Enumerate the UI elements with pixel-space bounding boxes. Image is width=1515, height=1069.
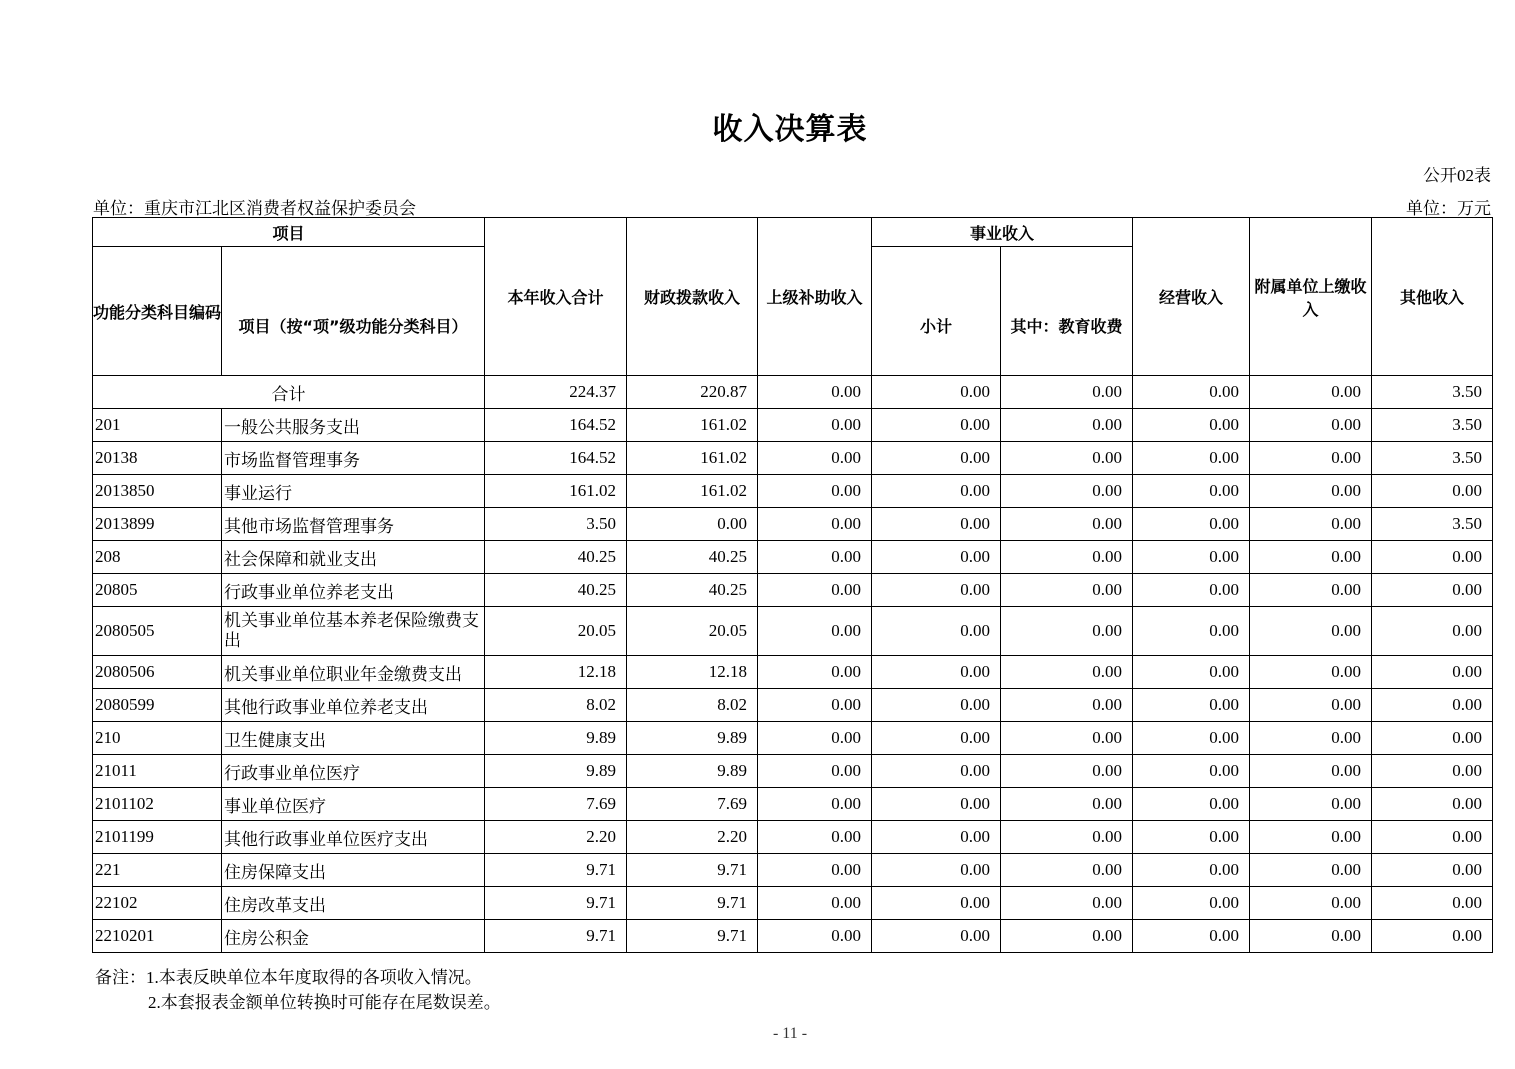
row-code: 210 [93,722,222,755]
row-code: 2013850 [93,475,222,508]
row-value: 0.00 [1250,541,1372,574]
row-value: 0.00 [872,821,1001,854]
row-value: 20.05 [485,607,627,656]
row-value: 0.00 [758,854,872,887]
row-value: 0.00 [1133,574,1250,607]
row-value: 0.00 [1372,854,1493,887]
row-value: 0.00 [1250,574,1372,607]
row-value: 0.00 [1250,755,1372,788]
row-value: 40.25 [627,541,758,574]
row-value: 0.00 [1133,442,1250,475]
row-value: 0.00 [758,788,872,821]
row-value: 0.00 [1001,409,1133,442]
total-cell: 0.00 [1250,376,1372,409]
row-value: 9.89 [485,722,627,755]
header-name: 项目（按“项”级功能分类科目） [222,247,485,376]
row-value: 9.71 [627,887,758,920]
row-value: 9.71 [627,854,758,887]
row-value: 3.50 [1372,508,1493,541]
row-name: 卫生健康支出 [222,722,485,755]
row-code: 201 [93,409,222,442]
row-value: 0.00 [1372,607,1493,656]
total-cell: 0.00 [872,376,1001,409]
row-value: 0.00 [758,821,872,854]
row-value: 7.69 [627,788,758,821]
row-value: 0.00 [758,656,872,689]
row-value: 0.00 [1133,689,1250,722]
row-value: 0.00 [758,755,872,788]
row-name: 事业运行 [222,475,485,508]
row-code: 21011 [93,755,222,788]
row-value: 0.00 [1001,656,1133,689]
row-value: 0.00 [1372,541,1493,574]
row-value: 40.25 [485,541,627,574]
row-value: 0.00 [872,508,1001,541]
row-value: 0.00 [1001,920,1133,953]
row-value: 0.00 [1001,722,1133,755]
table-row [93,689,1493,722]
row-value: 0.00 [1001,788,1133,821]
row-name: 行政事业单位医疗 [222,755,485,788]
row-value: 0.00 [1250,920,1372,953]
row-value: 0.00 [758,442,872,475]
row-name: 其他行政事业单位养老支出 [222,689,485,722]
row-code: 2080599 [93,689,222,722]
form-number: 公开02表 [1423,166,1491,185]
row-code: 2101102 [93,788,222,821]
row-value: 0.00 [758,475,872,508]
row-value: 161.02 [627,475,758,508]
row-value: 12.18 [485,656,627,689]
row-name: 住房公积金 [222,920,485,953]
table-row [93,656,1493,689]
row-value: 0.00 [1372,656,1493,689]
row-name: 住房改革支出 [222,887,485,920]
row-value: 0.00 [1250,887,1372,920]
row-name: 行政事业单位养老支出 [222,574,485,607]
income-table [92,217,1493,953]
row-value: 2.20 [627,821,758,854]
table-row [93,755,1493,788]
row-value: 0.00 [1372,475,1493,508]
row-value: 0.00 [1133,508,1250,541]
row-value: 9.89 [627,722,758,755]
row-value: 2.20 [485,821,627,854]
table-row [93,722,1493,755]
row-value: 0.00 [1372,887,1493,920]
row-value: 0.00 [1250,821,1372,854]
table-row [93,508,1493,541]
total-cell: 0.00 [1001,376,1133,409]
row-value: 0.00 [1250,607,1372,656]
row-value: 0.00 [1372,574,1493,607]
total-cell: 0.00 [1133,376,1250,409]
row-value: 0.00 [1133,475,1250,508]
total-cell: 224.37 [485,376,627,409]
row-code: 20138 [93,442,222,475]
row-value: 0.00 [758,887,872,920]
row-value: 0.00 [1250,689,1372,722]
row-value: 9.89 [627,755,758,788]
row-value: 9.71 [485,920,627,953]
row-value: 0.00 [1372,920,1493,953]
row-value: 0.00 [1001,607,1133,656]
total-cell: 3.50 [1372,376,1493,409]
header-affiliated: 附属单位上缴收入 [1250,218,1372,376]
row-value: 0.00 [872,409,1001,442]
page-title: 收入决算表 [712,112,868,147]
header-subtotal: 小计 [872,247,1001,376]
row-value: 0.00 [872,920,1001,953]
row-value: 164.52 [485,409,627,442]
row-value: 161.02 [485,475,627,508]
table-row [93,821,1493,854]
row-value: 0.00 [1001,541,1133,574]
row-value: 0.00 [758,508,872,541]
row-name: 住房保障支出 [222,854,485,887]
row-value: 161.02 [627,409,758,442]
row-value: 8.02 [627,689,758,722]
row-value: 0.00 [1001,854,1133,887]
row-value: 0.00 [1001,887,1133,920]
row-code: 22102 [93,887,222,920]
row-value: 0.00 [872,689,1001,722]
header-business-group: 事业收入 [872,218,1133,247]
table-row [93,887,1493,920]
row-value: 0.00 [1250,409,1372,442]
row-value: 0.00 [1372,788,1493,821]
row-value: 0.00 [1133,920,1250,953]
row-value: 0.00 [758,574,872,607]
row-value: 0.00 [1001,508,1133,541]
row-value: 0.00 [1001,574,1133,607]
row-value: 0.00 [758,722,872,755]
row-name: 机关事业单位基本养老保险缴费支出 [222,607,485,656]
row-name: 社会保障和就业支出 [222,541,485,574]
total-label: 合计 [93,376,485,409]
row-value: 8.02 [485,689,627,722]
row-value: 20.05 [627,607,758,656]
row-code: 208 [93,541,222,574]
header-operating: 经营收入 [1133,218,1250,376]
row-value: 0.00 [1372,689,1493,722]
row-value: 0.00 [758,541,872,574]
row-name: 其他市场监督管理事务 [222,508,485,541]
row-code: 2080506 [93,656,222,689]
row-value: 0.00 [872,656,1001,689]
table-row [93,920,1493,953]
row-value: 0.00 [1250,475,1372,508]
row-value: 9.71 [485,854,627,887]
row-value: 0.00 [1250,722,1372,755]
total-cell: 0.00 [758,376,872,409]
row-value: 0.00 [1250,854,1372,887]
row-value: 9.89 [485,755,627,788]
row-value: 0.00 [1250,508,1372,541]
header-fiscal: 财政拨款收入 [627,218,758,376]
table-row [93,788,1493,821]
row-value: 0.00 [1133,541,1250,574]
row-code: 20805 [93,574,222,607]
row-value: 0.00 [627,508,758,541]
row-value: 0.00 [1133,788,1250,821]
table-row [93,442,1493,475]
row-value: 9.71 [627,920,758,953]
row-value: 9.71 [485,887,627,920]
unit-label: 单位：重庆市江北区消费者权益保护委员会 [93,199,416,218]
total-row [93,376,1493,409]
row-value: 0.00 [1372,755,1493,788]
table-row [93,574,1493,607]
row-value: 0.00 [872,854,1001,887]
note-1: 备注：1.本表反映单位本年度取得的各项收入情况。 [95,968,482,987]
table-row [93,409,1493,442]
row-value: 40.25 [627,574,758,607]
row-value: 0.00 [1133,755,1250,788]
header-other: 其他收入 [1372,218,1493,376]
header-code: 功能分类科目编码 [93,247,222,376]
row-value: 0.00 [1250,788,1372,821]
row-value: 0.00 [758,409,872,442]
row-value: 0.00 [758,689,872,722]
row-value: 0.00 [1001,689,1133,722]
row-value: 0.00 [1133,854,1250,887]
table-row [93,475,1493,508]
table-row [93,607,1493,656]
row-value: 3.50 [1372,442,1493,475]
row-value: 0.00 [1133,887,1250,920]
row-value: 0.00 [872,541,1001,574]
row-name: 其他行政事业单位医疗支出 [222,821,485,854]
table-body [93,376,1493,953]
row-code: 221 [93,854,222,887]
row-value: 0.00 [872,755,1001,788]
row-value: 0.00 [872,475,1001,508]
row-name: 市场监督管理事务 [222,442,485,475]
row-value: 0.00 [1250,656,1372,689]
row-value: 0.00 [1372,821,1493,854]
header-total: 本年收入合计 [485,218,627,376]
row-name: 事业单位医疗 [222,788,485,821]
row-value: 12.18 [627,656,758,689]
currency-unit: 单位：万元 [1406,199,1491,218]
row-code: 2101199 [93,821,222,854]
row-value: 3.50 [485,508,627,541]
row-value: 0.00 [872,887,1001,920]
total-cell: 220.87 [627,376,758,409]
page-number: - 11 - [772,1025,808,1042]
row-value: 0.00 [1372,722,1493,755]
row-value: 0.00 [872,607,1001,656]
row-value: 161.02 [627,442,758,475]
row-value: 0.00 [1001,755,1133,788]
row-value: 7.69 [485,788,627,821]
note-2: 2.本套报表金额单位转换时可能存在尾数误差。 [148,993,501,1012]
row-value: 0.00 [872,722,1001,755]
row-value: 0.00 [1001,442,1133,475]
row-code: 2080505 [93,607,222,656]
row-value: 0.00 [872,574,1001,607]
row-value: 0.00 [758,920,872,953]
row-value: 0.00 [1133,656,1250,689]
row-value: 0.00 [1133,821,1250,854]
row-value: 3.50 [1372,409,1493,442]
row-value: 0.00 [1250,442,1372,475]
row-value: 0.00 [758,607,872,656]
row-value: 0.00 [1001,821,1133,854]
row-name: 机关事业单位职业年金缴费支出 [222,656,485,689]
row-value: 0.00 [872,788,1001,821]
row-value: 40.25 [485,574,627,607]
row-value: 164.52 [485,442,627,475]
row-value: 0.00 [1133,722,1250,755]
header-superior: 上级补助收入 [758,218,872,376]
header-education: 其中：教育收费 [1001,247,1133,376]
table-row [93,541,1493,574]
row-code: 2013899 [93,508,222,541]
row-value: 0.00 [872,442,1001,475]
row-value: 0.00 [1133,409,1250,442]
row-code: 2210201 [93,920,222,953]
row-value: 0.00 [1001,475,1133,508]
row-name: 一般公共服务支出 [222,409,485,442]
header-project: 项目 [93,218,485,247]
row-value: 0.00 [1133,607,1250,656]
table-row [93,854,1493,887]
